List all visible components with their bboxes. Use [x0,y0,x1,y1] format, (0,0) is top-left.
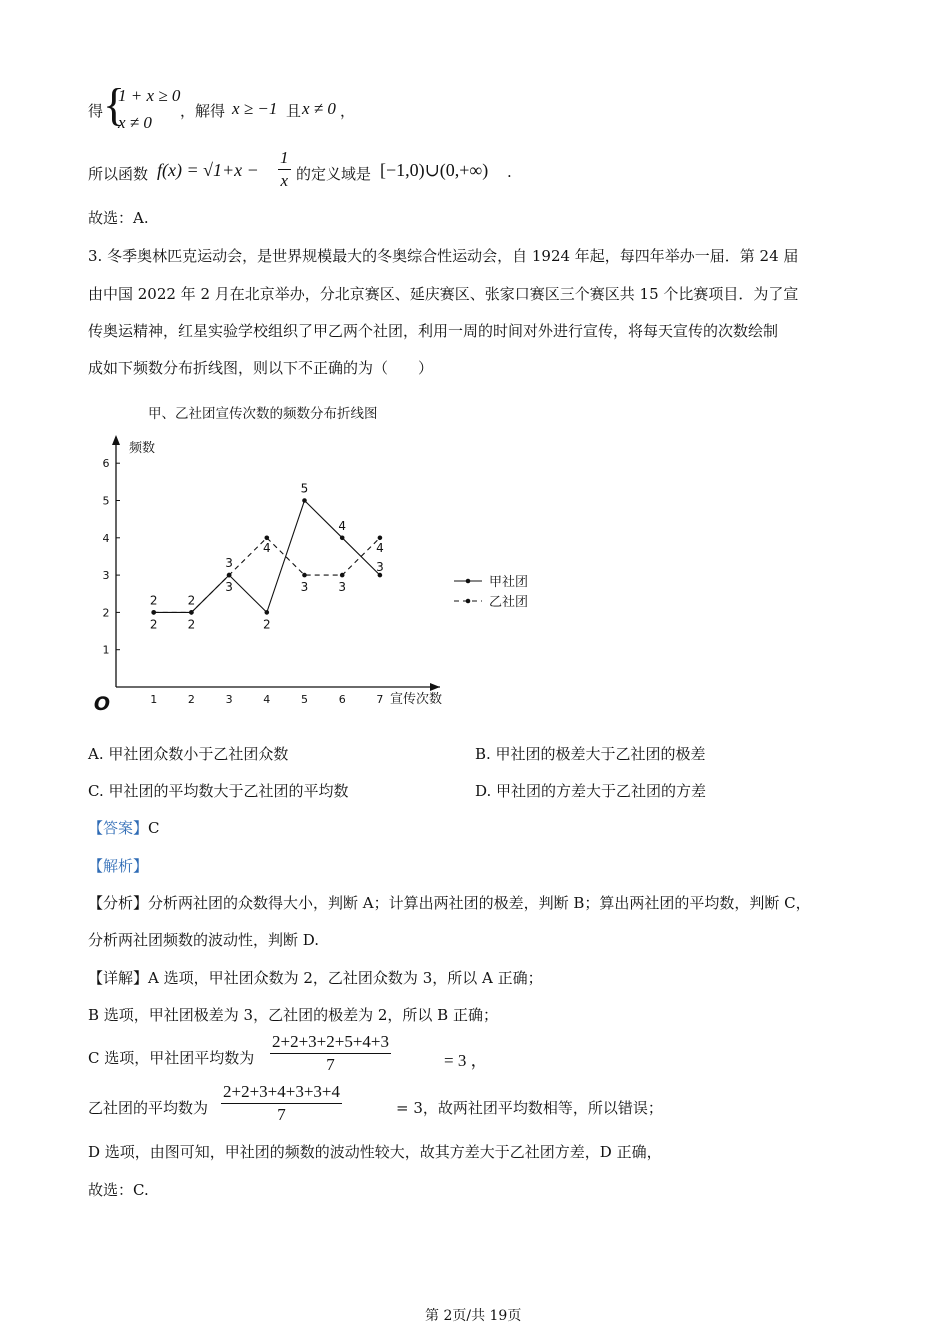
xiangjie-tag: 【详解】 [88,969,149,987]
fenxi-tag: 【分析】 [88,894,149,912]
x-tick-label: 2 [187,693,195,706]
jia-data-label: 3 [376,560,384,575]
c2-suffix: = 3，故两社团平均数相等，所以错误； [396,1099,663,1117]
prev-answer: 故选：A. [88,209,149,227]
jia-data-label: 4 [338,518,347,533]
xiangjie-a: A 选项，甲社团众数为 2，乙社团众数为 3，所以 A 正确； [148,969,543,987]
question-line-3: 传奥运精神，红星实验学校组织了甲乙两个社团，利用一周的时间对外进行宣传，将每天宣传的次数绘制 [88,322,779,340]
solve-prefix: ，解得 [180,102,226,120]
chart-title: 甲、乙社团宣传次数的频数分布折线图 [148,406,378,422]
fenxi-line-1 [88,892,811,913]
yi-data-label: 2 [149,617,158,632]
y-tick-label: 5 [102,494,110,508]
answer-tag: 【答案】 [88,819,149,837]
c-frac-num: 2+2+3+2+5+4+3 [270,1032,391,1054]
c2-fraction [221,1082,342,1125]
fenxi-text-1: 分析两社团的众数得大小，判断 A；计算出两社团的极差，判断 B；算出两社团的平均数，判断 C， [148,894,811,912]
x-tick-label: 6 [338,693,346,706]
legend-jia-label: 甲社团 [489,575,529,590]
y-axis-arrow [112,435,120,445]
y-tick-label: 1 [102,643,110,657]
c2-prefix: 乙社团的平均数为 [88,1099,209,1117]
series-jia-point [302,498,307,503]
origin-label: O [93,693,111,715]
domain-function: f(x) = √1+x − [157,160,259,180]
x-tick-label: 5 [301,693,308,706]
jia-data-label: 2 [187,593,196,608]
domain-frac-den: x [280,171,289,190]
question-line-2: 由中国 2022 年 2 月在北京举办，分北京赛区、延庆赛区、张家口赛区三个赛区共 15 个比赛项目．为了宣 [88,285,799,303]
yi-data-label: 3 [338,580,347,595]
domain-fraction [278,148,291,191]
series-yi-point [302,573,307,578]
system-line-2: x ≠ 0 [118,113,152,132]
series-yi-point [265,536,270,541]
legend-jia-point [466,579,471,584]
domain-frac-num: 1 [278,148,291,170]
series-yi-point [378,536,383,541]
domain-end: . [507,163,512,181]
frequency-line-chart [80,425,540,725]
solve-math: x ≥ −1 [232,99,278,118]
option-c: C. 甲社团的平均数大于乙社团的平均数 [88,782,349,800]
solve-math-2: x ≠ 0 [302,99,336,118]
system-brace: { [103,79,126,130]
solve-end: ， [340,102,356,120]
fenxi-line-2: 分析两社团频数的波动性，判断 D. [88,931,320,949]
option-d: D. 甲社团的方差大于乙社团的方差 [475,782,707,800]
x-tick-label: 7 [376,693,384,706]
series-yi-point [227,573,232,578]
answer-value: C [148,819,160,837]
series-jia-point [340,536,345,541]
series-yi-point [151,610,156,615]
y-tick-label: 4 [102,531,110,545]
yi-data-label: 2 [187,617,196,632]
legend-yi-label: 乙社团 [489,595,529,610]
analysis-tag: 【解析】 [88,857,149,875]
y-axis-label: 频数 [129,441,156,456]
y-tick-label: 2 [102,606,110,620]
series-yi-point [340,573,345,578]
c-suffix: = 3 ， [444,1051,488,1070]
x-tick-label: 4 [263,693,271,706]
system-line-1: 1 + x ≥ 0 [118,86,181,105]
x-axis-label: 宣传次数 [390,692,443,707]
question-line-4: 成如下频数分布折线图，则以下不正确的为（ ） [88,359,434,377]
c-frac-den: 7 [326,1055,335,1074]
legend-yi-point [466,599,471,604]
series-yi-point [189,610,194,615]
yi-data-label: 3 [300,580,309,595]
solve-and: 且 [286,102,302,120]
yi-data-label: 4 [262,540,271,555]
option-a: A. 甲社团众数小于乙社团众数 [88,745,289,763]
c-fraction [270,1032,391,1075]
series-jia-point [265,610,270,615]
yi-data-label: 3 [225,580,233,595]
y-tick-label: 3 [102,569,110,583]
jia-data-label: 2 [262,617,271,632]
y-tick-label: 6 [102,457,110,471]
x-tick-label: 3 [225,693,233,706]
option-b: B. 甲社团的极差大于乙社团的极差 [475,745,706,763]
domain-value: [−1,0)∪(0,+∞) [380,160,489,180]
xiangjie-line-b: B 选项，甲社团极差为 3，乙社团的极差为 2，所以 B 正确； [88,1006,498,1024]
jia-data-label: 2 [149,593,158,608]
jia-data-label: 3 [225,556,233,571]
x-axis-arrow [430,683,440,691]
x-tick-label: 1 [150,693,158,706]
answer-row [88,817,160,838]
c2-frac-den: 7 [277,1105,286,1124]
final-answer: 故选：C. [88,1181,149,1199]
c2-frac-num: 2+2+3+4+3+3+4 [221,1082,342,1104]
page-footer: 第 2页/共 19页 [425,1308,522,1324]
c-prefix: C 选项，甲社团平均数为 [88,1049,255,1067]
jia-data-label: 5 [300,481,309,496]
yi-data-label: 4 [376,540,384,555]
question-line-1: 3. 冬季奥林匹克运动会，是世界规模最大的冬奥综合性运动会，自 1924 年起，每四年举办一届．第 24 届 [88,247,799,265]
xiangjie-line-a [88,967,543,988]
de-text: 得 [88,102,104,120]
domain-prefix: 所以函数 [88,165,149,183]
xiangjie-line-d: D 选项，由图可知，甲社团的频数的波动性较大，故其方差大于乙社团方差，D 正确， [88,1143,662,1161]
domain-mid: 的定义域是 [296,165,372,183]
